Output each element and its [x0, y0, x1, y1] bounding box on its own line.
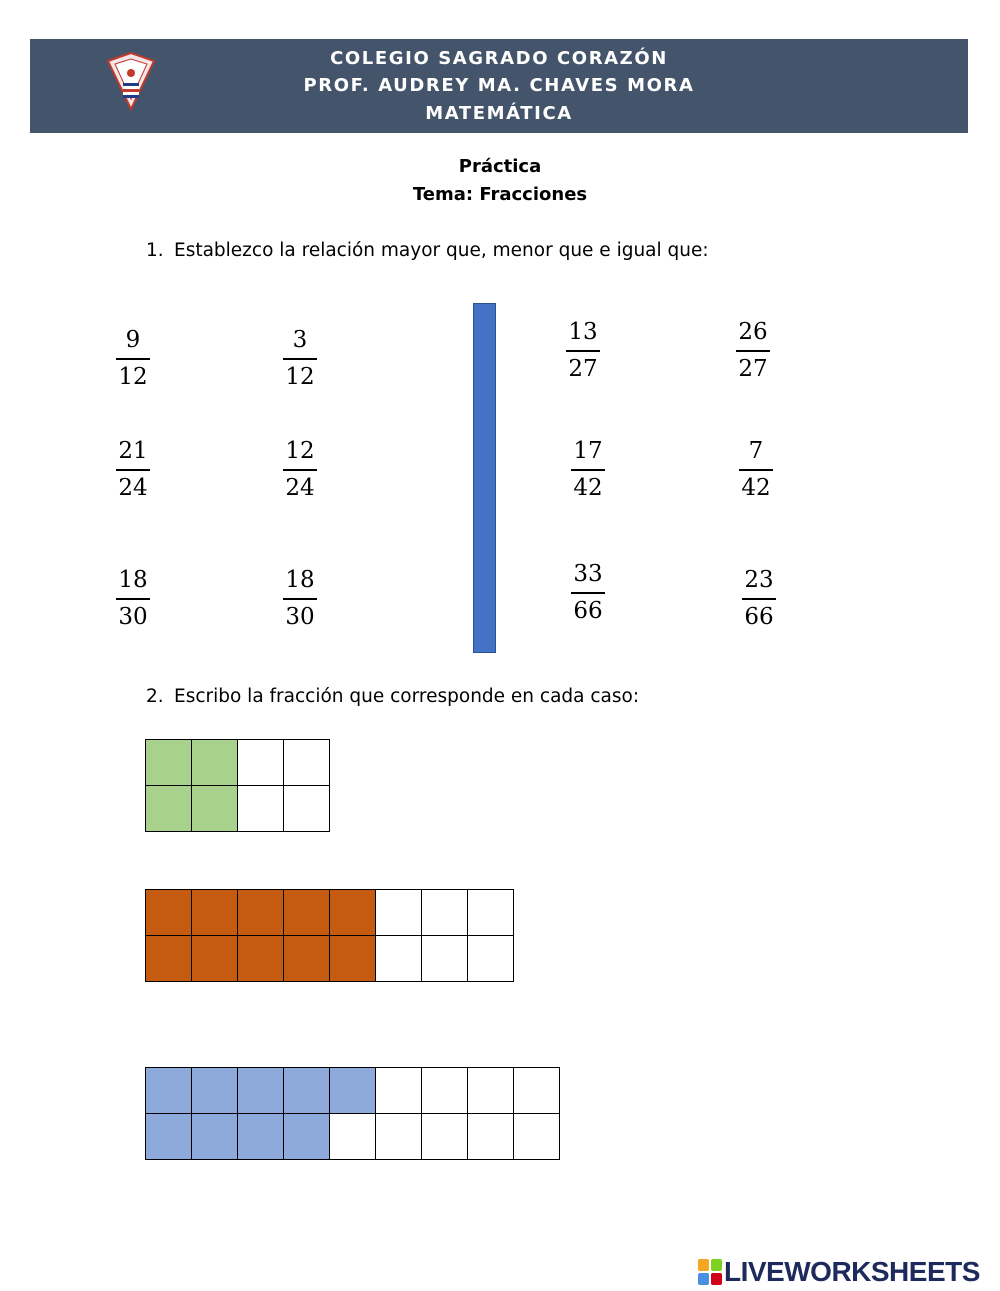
grid-cell [468, 1114, 514, 1160]
grid-cell [284, 890, 330, 936]
logo-tile [698, 1259, 709, 1271]
fraction-denominator: 27 [568, 355, 598, 382]
brand-text: LIVEWORKSHEETS [724, 1256, 980, 1287]
logo-tile [698, 1273, 709, 1285]
grid-cell [146, 1114, 192, 1160]
fraction-denominator: 24 [118, 474, 148, 501]
fraction [270, 566, 330, 631]
grid-cell [146, 740, 192, 786]
grid-cell [238, 936, 284, 982]
question-1 [146, 240, 709, 261]
grid-cell [422, 1114, 468, 1160]
fraction [270, 326, 330, 391]
fraction-denominator: 66 [744, 603, 774, 630]
question-text: Establezco la relación mayor que, menor que e igual que: [174, 240, 709, 261]
grid-cell [422, 1068, 468, 1114]
fraction-denominator: 42 [741, 474, 771, 501]
fraction [729, 566, 789, 631]
grid-cell [192, 1114, 238, 1160]
fraction-bar [571, 592, 605, 594]
fraction [558, 437, 618, 502]
fraction-bar [283, 598, 317, 600]
grid-cell [192, 936, 238, 982]
fraction-bar [283, 469, 317, 471]
fraction-denominator: 66 [573, 597, 603, 624]
fraction-denominator: 12 [118, 363, 148, 390]
liveworksheets-brand[interactable] [698, 1256, 980, 1288]
question-text: Escribo la fracción que corresponde en cada caso: [174, 686, 640, 707]
fraction-bar [283, 358, 317, 360]
grid-cell [422, 936, 468, 982]
question-number: 1. [146, 240, 164, 261]
fraction-bar [742, 598, 776, 600]
fraction-numerator: 18 [118, 567, 148, 593]
fraction-bar [739, 469, 773, 471]
fraction [270, 437, 330, 502]
school-name: COLEGIO SAGRADO CORAZÓN [330, 48, 668, 69]
grid-cell [514, 1114, 560, 1160]
fraction-numerator: 12 [285, 438, 315, 464]
fraction-numerator: 26 [738, 319, 768, 345]
teacher-name: PROF. AUDREY MA. CHAVES MORA [303, 75, 695, 96]
fraction-grid-3 [145, 1067, 560, 1160]
fraction-numerator: 21 [118, 438, 148, 464]
grid-cell [330, 936, 376, 982]
grid-cell [192, 786, 238, 832]
fraction [103, 326, 163, 391]
column-divider [473, 303, 496, 653]
fraction-numerator: 9 [125, 327, 141, 353]
grid-cell [376, 1068, 422, 1114]
grid-cell [376, 1114, 422, 1160]
fraction [103, 566, 163, 631]
grid-cell [192, 890, 238, 936]
fraction [558, 560, 618, 625]
fraction [723, 318, 783, 383]
grid-cell [284, 1114, 330, 1160]
fraction-denominator: 30 [118, 603, 148, 630]
grid-cell [376, 936, 422, 982]
grid-cell [284, 936, 330, 982]
fraction-numerator: 3 [292, 327, 308, 353]
fraction-bar [571, 469, 605, 471]
fraction [103, 437, 163, 502]
grid-cell [192, 740, 238, 786]
liveworksheets-logo-icon [698, 1259, 722, 1285]
grid-cell [330, 1114, 376, 1160]
grid-cell [238, 890, 284, 936]
grid-cell [376, 890, 422, 936]
grid-cell [468, 890, 514, 936]
fraction-grid-2 [145, 889, 514, 982]
fraction-bar [566, 350, 600, 352]
grid-cell [146, 936, 192, 982]
fraction-denominator: 12 [285, 363, 315, 390]
grid-cell [238, 740, 284, 786]
grid-cell [284, 1068, 330, 1114]
fraction-denominator: 42 [573, 474, 603, 501]
grid-cell [422, 890, 468, 936]
header-banner [30, 39, 968, 133]
fraction-numerator: 17 [573, 438, 603, 464]
grid-cell [238, 1114, 284, 1160]
grid-cell [468, 1068, 514, 1114]
grid-cell [146, 786, 192, 832]
fraction-numerator: 23 [744, 567, 774, 593]
grid-cell [146, 1068, 192, 1114]
question-number: 2. [146, 686, 164, 707]
fraction-denominator: 27 [738, 355, 768, 382]
page-subtitle: Tema: Fracciones [412, 184, 588, 205]
fraction-grid-1 [145, 739, 330, 832]
fraction [726, 437, 786, 502]
fraction-bar [736, 350, 770, 352]
grid-cell [330, 1068, 376, 1114]
grid-cell [514, 1068, 560, 1114]
logo-tile [711, 1259, 722, 1271]
grid-cell [330, 890, 376, 936]
grid-cell [238, 1068, 284, 1114]
fraction-bar [116, 358, 150, 360]
logo-tile [711, 1273, 722, 1285]
subject-name: MATEMÁTICA [425, 103, 573, 124]
grid-cell [284, 740, 330, 786]
fraction-bar [116, 469, 150, 471]
question-2 [146, 686, 639, 707]
page-title: Práctica [458, 156, 542, 177]
fraction-numerator: 18 [285, 567, 315, 593]
grid-cell [238, 786, 284, 832]
fraction [553, 318, 613, 383]
grid-cell [192, 1068, 238, 1114]
grid-cell [146, 890, 192, 936]
fraction-numerator: 7 [748, 438, 764, 464]
fraction-numerator: 13 [568, 319, 598, 345]
grid-cell [468, 936, 514, 982]
grid-cell [284, 786, 330, 832]
fraction-denominator: 30 [285, 603, 315, 630]
fraction-numerator: 33 [573, 561, 603, 587]
fraction-denominator: 24 [285, 474, 315, 501]
fraction-bar [116, 598, 150, 600]
